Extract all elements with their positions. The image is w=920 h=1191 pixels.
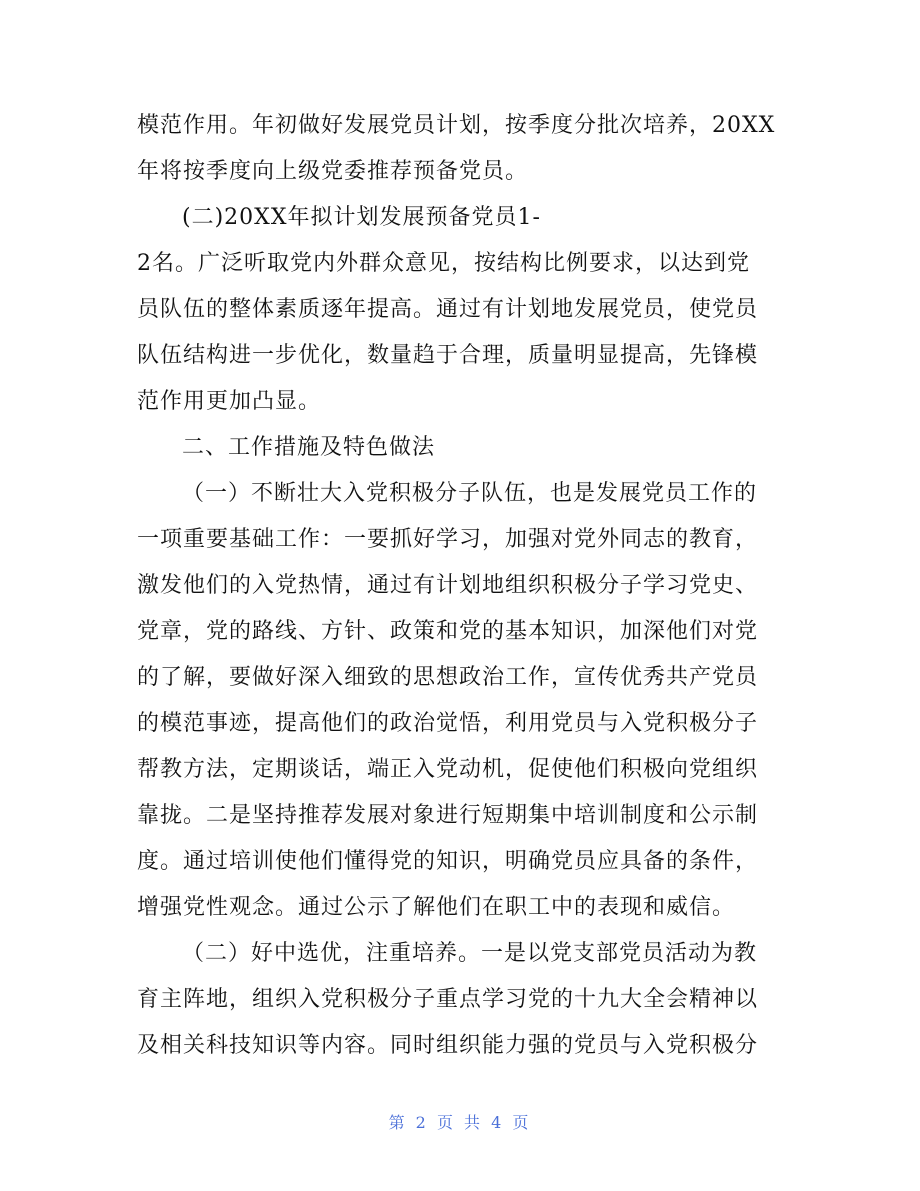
page-number-footer: 第 2 页 共 4 页 [388, 1113, 532, 1132]
text-line: 年将按季度向上级党委推荐预备党员。 [137, 159, 529, 184]
text-line: 一项重要基础工作：一要抓好学习，加强对党外同志的教育， [137, 527, 759, 552]
text-line: 激发他们的入党热情，通过有计划地组织积极分子学习党史、 [137, 573, 759, 598]
text-line: 2名。广泛听取党内外群众意见，按结构比例要求，以达到党 [137, 251, 750, 276]
text-line: 帮教方法，定期谈话，端正入党动机，促使他们积极向党组织 [137, 757, 759, 782]
text-line: 的了解，要做好深入细致的思想政治工作，宣传优秀共产党员 [137, 665, 759, 690]
paragraph-start: （二）好中选优，注重培养。一是以党支部党员活动为教 [182, 941, 758, 966]
text-line: 队伍结构进一步优化，数量趋于合理，质量明显提高，先锋模 [137, 343, 759, 368]
text-line: 模范作用。年初做好发展党员计划，按季度分批次培养，20XX [137, 113, 776, 138]
text-line: 党章，党的路线、方针、政策和党的基本知识，加深他们对党 [137, 619, 759, 644]
section-heading: 二、工作措施及特色做法 [182, 435, 436, 460]
text-line: 靠拢。二是坚持推荐发展对象进行短期集中培训制度和公示制 [137, 803, 759, 828]
text-line: 范作用更加凸显。 [137, 389, 322, 414]
text-line: 员队伍的整体素质逐年提高。通过有计划地发展党员，使党员 [137, 297, 759, 322]
text-line: 增强党性观念。通过公示了解他们在职工中的表现和威信。 [137, 895, 736, 920]
paragraph-start: （一）不断壮大入党积极分子队伍，也是发展党员工作的 [182, 481, 758, 506]
text-line: 度。通过培训使他们懂得党的知识，明确党员应具备的条件， [137, 849, 759, 874]
text-line: 育主阵地，组织入党积极分子重点学习党的十九大全会精神以 [137, 987, 759, 1012]
section-heading: (二)20XX年拟计划发展预备党员1- [182, 205, 541, 230]
text-line: 的模范事迹，提高他们的政治觉悟，利用党员与入党积极分子 [137, 711, 759, 736]
text-line: 及相关科技知识等内容。同时组织能力强的党员与入党积极分 [137, 1033, 759, 1058]
